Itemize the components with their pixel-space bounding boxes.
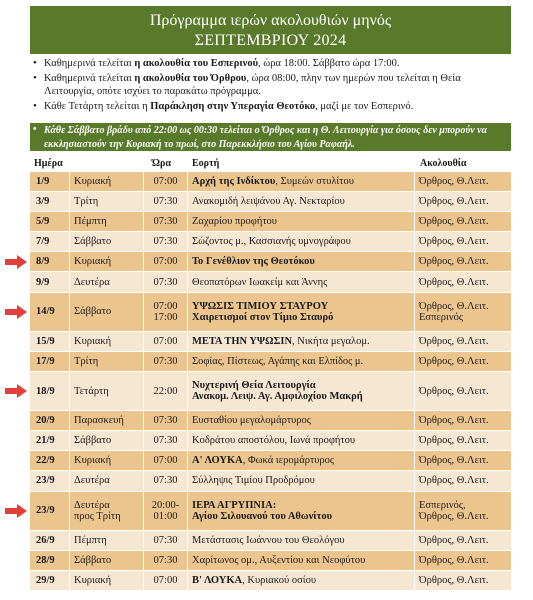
note-item [30, 72, 511, 99]
feast-bold-text: ΥΨΩΣΙΣ ΤΙΜΙΟΥ ΣΤΑΥΡΟΥ [192, 300, 329, 312]
service-text: Όρθρος, Θ.Λειτ. [419, 510, 489, 522]
service-text: Όρθρος, Θ.Λειτ. [419, 534, 489, 546]
feast-text: Σοφίας, Πίστεως, Αγάπης και Ελπίδος μ. [192, 355, 364, 367]
service-cell [415, 471, 511, 490]
header-feast: Εορτή [192, 158, 220, 169]
service-text: Όρθρος, Θ.Λειτ. [419, 276, 489, 288]
service-cell [415, 451, 511, 470]
day-text: Πέμπτη [74, 534, 107, 546]
feast-cell [188, 451, 415, 470]
feast-cell [188, 372, 415, 410]
time-cell [144, 571, 188, 590]
day-cell [70, 252, 144, 271]
time-text: 22:00 [153, 385, 178, 397]
service-text: Όρθρος, Θ.Λειτ. [419, 236, 489, 248]
feast-line [192, 301, 414, 312]
date-cell: 14/9 [30, 293, 70, 331]
table-row [30, 192, 511, 212]
table-row [30, 372, 511, 411]
feast-line [192, 256, 414, 267]
feast-line [192, 312, 414, 323]
day-text: προς Τρίτη [74, 510, 121, 522]
service-text: Όρθρος, Θ.Λειτ. [419, 176, 489, 188]
table-row [30, 332, 511, 352]
time-text: 07:30 [153, 435, 178, 447]
service-cell [415, 492, 511, 530]
feast-text: , Νικήτα μεγαλομ. [292, 335, 370, 347]
service-text: Όρθρος, Θ.Λειτ. [419, 216, 489, 228]
time-cell [144, 431, 188, 450]
feast-text: Σύλληψις Τιμίου Προδρόμου [192, 475, 315, 487]
day-cell [70, 172, 144, 191]
feast-line [192, 236, 414, 247]
feast-bold-text: Ανακομ. Λειψ. Αγ. Αμφιλοχίου Μακρή [192, 391, 363, 403]
feast-bold-text: ΜΕΤΑ ΤΗΝ ΥΨΩΣΙΝ [192, 335, 293, 347]
service-text: Όρθρος, Θ.Λειτ. [419, 196, 489, 208]
feast-cell [188, 252, 415, 271]
time-cell [144, 212, 188, 231]
day-cell [70, 352, 144, 371]
service-cell [415, 272, 511, 291]
table-row [30, 551, 511, 571]
note-text: , ώρα 18:00. Σάββατο ώρα 17:00. [258, 58, 400, 69]
feast-text: , Φωκά ιερομάρτυρος [242, 455, 335, 467]
note-text: Κάθε Τετάρτη τελείται η [44, 100, 151, 112]
service-cell [415, 431, 511, 450]
time-cell [144, 471, 188, 490]
service-text: Όρθρος, Θ.Λειτ. [419, 300, 489, 312]
feast-cell [188, 352, 415, 371]
time-cell [144, 551, 188, 570]
table-row [30, 172, 511, 192]
time-text: 01:00 [153, 510, 178, 522]
service-cell [415, 252, 511, 271]
time-text: 07:30 [153, 534, 178, 546]
day-cell [70, 431, 144, 450]
title-line-2: ΣΕΠΤΕΜΒΡΙΟΥ 2024 [194, 32, 347, 49]
table-row [30, 212, 511, 232]
date-cell: 7/9 [30, 232, 70, 251]
date-cell: 15/9 [30, 332, 70, 351]
service-cell [415, 212, 511, 231]
feast-text: Χαρίτωνος ομ., Αυξεντίου και Νεοφύτου [192, 554, 366, 566]
feast-text: Θεοπατόρων Ιωακείμ και Άννης [192, 276, 328, 288]
day-cell [70, 332, 144, 351]
note-item [30, 57, 511, 71]
feast-line [192, 216, 414, 227]
date-cell: 9/9 [30, 272, 70, 291]
service-cell [415, 232, 511, 251]
feast-text: Κοδράτου αποστόλου, Ιωνά προφήτου [192, 435, 356, 447]
day-text: Πέμπτη [74, 216, 107, 228]
day-cell [70, 372, 144, 410]
title-banner [30, 6, 511, 54]
service-text: Εσπερινός, [419, 499, 466, 511]
feast-cell [188, 492, 415, 530]
day-cell [70, 212, 144, 231]
time-text: 07:30 [153, 236, 178, 248]
service-text: Όρθρος, Θ.Λειτ. [419, 455, 489, 467]
day-text: Δευτέρα [74, 276, 110, 288]
time-cell [144, 352, 188, 371]
time-text: 07:00 [153, 335, 178, 347]
time-text: 07:30 [153, 554, 178, 566]
time-text: 07:00 [153, 176, 178, 188]
time-cell [144, 192, 188, 211]
feast-line [192, 176, 414, 187]
table-row [30, 451, 511, 471]
service-text: Όρθρος, Θ.Λειτ. [419, 355, 489, 367]
day-text: Δευτέρα [74, 475, 110, 487]
day-text: Τρίτη [74, 196, 99, 208]
day-text: Τρίτη [74, 355, 99, 367]
feast-text: Ανακομιδή λειψάνου Αγ. Νεκταρίου [192, 196, 345, 208]
day-cell [70, 192, 144, 211]
feast-line [192, 455, 414, 466]
feast-line [192, 475, 414, 486]
time-text: 07:00 [153, 300, 178, 312]
feast-text: , Κυριακού οσίου [242, 574, 317, 586]
time-text: 07:30 [153, 196, 178, 208]
feast-line [192, 356, 414, 367]
time-cell [144, 293, 188, 331]
time-cell [144, 451, 188, 470]
schedule-table [30, 158, 511, 591]
feast-bold-text: ΙΕΡΑ ΑΓΡΥΠΝΙΑ: [192, 499, 277, 511]
feast-cell [188, 471, 415, 490]
time-text: 07:30 [153, 276, 178, 288]
day-cell [70, 411, 144, 430]
day-text: Δευτέρα [74, 499, 110, 511]
service-cell [415, 172, 511, 191]
feast-cell [188, 551, 415, 570]
red-arrow-icon [5, 384, 27, 398]
date-cell: 21/9 [30, 431, 70, 450]
service-cell [415, 531, 511, 550]
time-text: 07:30 [153, 415, 178, 427]
feast-line [192, 511, 414, 522]
feast-bold-text: Α' ΛΟΥΚΑ [192, 455, 243, 467]
date-cell: 29/9 [30, 571, 70, 590]
date-cell: 17/9 [30, 352, 70, 371]
time-cell [144, 252, 188, 271]
feast-cell [188, 571, 415, 590]
date-cell: 23/9 [30, 471, 70, 490]
table-row [30, 232, 511, 252]
feast-line [192, 277, 414, 288]
note-text: , μαζί με τον Εσπερινό. [315, 100, 414, 112]
feast-cell [188, 232, 415, 251]
table-row [30, 252, 511, 272]
note-text: Καθημερινά τελείται [44, 58, 135, 69]
service-text: Όρθρος, Θ.Λειτ. [419, 256, 489, 268]
table-row [30, 293, 511, 332]
feast-bold-text: Β' ΛΟΥΚΑ [192, 574, 243, 586]
feast-cell [188, 431, 415, 450]
red-arrow-icon [5, 255, 27, 269]
day-text: Σάββατο [74, 236, 112, 248]
day-cell [70, 232, 144, 251]
note-text: Καθημερινά τελείται [44, 72, 135, 84]
time-text: 07:30 [153, 475, 178, 487]
feast-line [192, 380, 414, 391]
notes-list [30, 57, 511, 114]
day-cell [70, 293, 144, 331]
date-cell: 26/9 [30, 531, 70, 550]
day-text: Κυριακή [74, 335, 112, 347]
table-row [30, 571, 511, 591]
feast-cell [188, 411, 415, 430]
service-text: Όρθρος, Θ.Λειτ. [419, 415, 489, 427]
feast-text: Μετάστασις Ιωάννου του Θεολόγου [192, 534, 345, 546]
feast-text: Ευσταθίου μεγαλομάρτυρος [192, 415, 311, 427]
time-text: 07:30 [153, 216, 178, 228]
time-text: 07:00 [153, 256, 178, 268]
feast-line [192, 336, 414, 347]
feast-line [192, 391, 414, 402]
time-cell [144, 531, 188, 550]
service-cell [415, 293, 511, 331]
day-text: Σάββατο [74, 554, 112, 566]
day-cell [70, 571, 144, 590]
time-cell [144, 372, 188, 410]
feast-bold-text: Χαιρετισμοί στον Τίμιο Σταυρό [192, 311, 334, 323]
service-text: Εσπερινός [419, 311, 464, 323]
feast-bold-text: Αρχή της Ινδίκτου [192, 176, 276, 188]
service-cell [415, 411, 511, 430]
feast-bold-text: Αγίου Σιλουανού του Αθωνίτου [192, 510, 333, 522]
table-row [30, 431, 511, 451]
service-text: Όρθρος, Θ.Λειτ. [419, 335, 489, 347]
table-row [30, 272, 511, 292]
service-text: Όρθρος, Θ.Λειτ. [419, 554, 489, 566]
highlight-note-box [30, 123, 511, 151]
date-cell: 20/9 [30, 411, 70, 430]
day-cell [70, 471, 144, 490]
date-cell: 23/9 [30, 492, 70, 530]
time-cell [144, 332, 188, 351]
service-cell [415, 551, 511, 570]
feast-line [192, 555, 414, 566]
note-bold-text: Παράκληση στην Υπεραγία Θεοτόκο [150, 100, 316, 112]
day-text: Κυριακή [74, 574, 112, 586]
time-text: 20:00- [151, 499, 180, 511]
day-text: Σάββατο [74, 435, 112, 447]
day-cell [70, 531, 144, 550]
feast-line [192, 535, 414, 546]
red-arrow-icon [5, 504, 27, 518]
feast-line [192, 435, 414, 446]
feast-cell [188, 531, 415, 550]
note-bold-text: η ακολουθία του Εσπερινού [134, 58, 259, 69]
feast-cell [188, 272, 415, 291]
day-cell [70, 451, 144, 470]
service-text: Όρθρος, Θ.Λειτ. [419, 385, 489, 397]
time-text: 17:00 [153, 311, 178, 323]
time-text: 07:00 [153, 574, 178, 586]
time-text: 07:00 [153, 455, 178, 467]
day-text: Κυριακή [74, 455, 112, 467]
feast-line [192, 500, 414, 511]
service-text: Όρθρος, Θ.Λειτ. [419, 475, 489, 487]
time-cell [144, 492, 188, 530]
service-cell [415, 192, 511, 211]
time-cell [144, 272, 188, 291]
day-cell [70, 492, 144, 530]
red-arrow-icon [5, 305, 27, 319]
feast-cell [188, 192, 415, 211]
title-line-1: Πρόγραμμα ιερών ακολουθιών μηνός [149, 12, 392, 29]
feast-bold-text: Το Γενέθλιον της Θεοτόκου [192, 256, 315, 268]
date-cell: 3/9 [30, 192, 70, 211]
feast-text: , Συμεών στυλίτου [275, 176, 354, 188]
table-row [30, 531, 511, 551]
feast-line [192, 575, 414, 586]
header-service: Ακολουθία [420, 158, 467, 169]
table-row [30, 411, 511, 431]
date-cell: 8/9 [30, 252, 70, 271]
day-cell [70, 272, 144, 291]
service-text: Όρθρος, Θ.Λειτ. [419, 435, 489, 447]
date-cell: 5/9 [30, 212, 70, 231]
time-cell [144, 232, 188, 251]
feast-cell [188, 212, 415, 231]
service-cell [415, 332, 511, 351]
time-cell [144, 172, 188, 191]
feast-bold-text: Νυχτερινή Θεία Λειτουργία [192, 380, 316, 392]
feast-cell [188, 332, 415, 351]
date-cell: 22/9 [30, 451, 70, 470]
feast-text: Σώζοντος μ., Κασσιανής υμνογράφου [192, 236, 351, 248]
header-date: Ημέρα [34, 158, 63, 169]
time-cell [144, 411, 188, 430]
day-text: Κυριακή [74, 176, 112, 188]
date-cell: 1/9 [30, 172, 70, 191]
date-cell: 18/9 [30, 372, 70, 410]
note-item [30, 100, 511, 114]
service-cell [415, 352, 511, 371]
feast-cell [188, 293, 415, 331]
table-row [30, 471, 511, 491]
highlight-note-text: • Κάθε Σάββατο βράδυ από 22:00 ως 00:30 τελείται ο Όρθρος και η Θ. Λειτουργία για όσους δεν μπορούν να εκκλησιαστούν την Κυριακή το πρωί, στο Παρεκκλήσιο του Αγίου Ραφαήλ. [30, 123, 511, 151]
note-text: , ώρα 08:00, πλην των ημερών που τελείται η Θεία Λειτουργία, οπότε ισχύει το παρακάτω πρόγραμμα. [44, 72, 461, 98]
feast-line [192, 415, 414, 426]
day-text: Κυριακή [74, 256, 112, 268]
feast-line [192, 196, 414, 207]
day-text: Σάββατο [74, 306, 112, 318]
table-body [30, 172, 511, 591]
service-cell [415, 372, 511, 410]
day-text: Τετάρτη [74, 385, 109, 397]
note-bold-text: η ακολουθία του Όρθρου [134, 72, 247, 84]
date-cell: 28/9 [30, 551, 70, 570]
service-cell [415, 571, 511, 590]
table-row [30, 352, 511, 372]
day-text: Παρασκευή [74, 415, 124, 427]
service-text: Όρθρος, Θ.Λειτ. [419, 574, 489, 586]
feast-text: Ζαχαρίου προφήτου [192, 216, 277, 228]
time-text: 07:30 [153, 355, 178, 367]
table-row [30, 492, 511, 531]
feast-cell [188, 172, 415, 191]
table-header [30, 158, 511, 172]
header-time: Ώρα [152, 158, 171, 169]
day-cell [70, 551, 144, 570]
